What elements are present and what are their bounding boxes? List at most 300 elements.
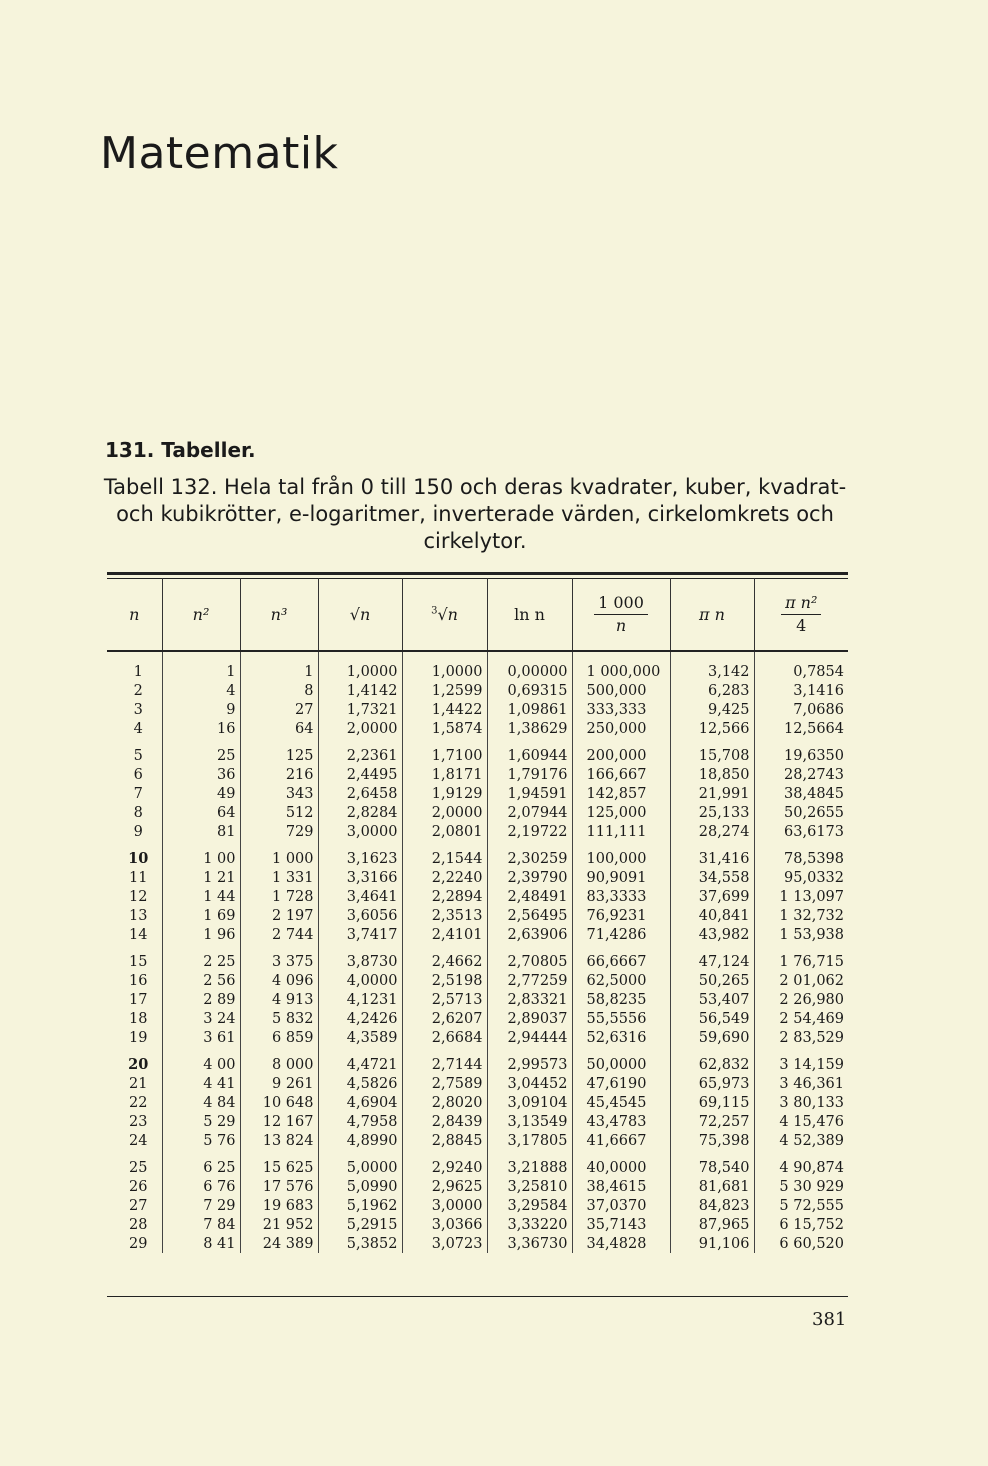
cell-cube-root: 2,8020 [402,1093,487,1112]
cell-n: 22 [129,1094,148,1111]
cell-cube: 9 261 [240,1074,318,1093]
header-inverse [572,578,670,651]
table-row [107,822,848,841]
cell-square: 4 00 [162,1055,240,1074]
table-header-row [107,578,848,651]
page-number: 381 [812,1309,847,1330]
table-row [107,681,848,700]
table-row [107,971,848,990]
cell-square-root: 4,1231 [318,990,402,1009]
cell-inverse: 200,000 [572,746,670,765]
cell-ln: 2,89037 [487,1009,572,1028]
header-circle-area [754,578,848,651]
cell-n: 17 [129,991,148,1008]
cell-n: 15 [129,953,148,970]
table-row [107,1093,848,1112]
table-row [107,784,848,803]
cell-ln: 1,94591 [487,784,572,803]
cell-cube: 5 832 [240,1009,318,1028]
cell-square: 4 [162,681,240,700]
cell-circumference: 62,832 [670,1055,754,1074]
cell-circumference: 81,681 [670,1177,754,1196]
cell-inverse: 35,7143 [572,1215,670,1234]
cell-square: 4 41 [162,1074,240,1093]
cell-cube-root: 2,2240 [402,868,487,887]
cell-circle-area: 1 32,732 [754,906,848,925]
table-row [107,1028,848,1047]
cell-circle-area: 12,5664 [754,719,848,738]
page-title: Matematik [100,128,339,179]
table-caption [100,474,850,555]
cell-circumference: 87,965 [670,1215,754,1234]
header-ln [487,578,572,651]
cell-circle-area: 2 54,469 [754,1009,848,1028]
cell-ln: 2,83321 [487,990,572,1009]
cell-n: 27 [129,1197,148,1214]
cell-cube: 21 952 [240,1215,318,1234]
cell-cube-root: 1,5874 [402,719,487,738]
cell-square-root: 3,3166 [318,868,402,887]
cell-cube-root: 1,9129 [402,784,487,803]
cell-square-root: 4,0000 [318,971,402,990]
spacer-cell [754,944,848,952]
cell-circle-area: 2 01,062 [754,971,848,990]
spacer-cell [240,651,318,662]
cell-ln: 2,63906 [487,925,572,944]
group-spacer [107,944,848,952]
cell-cube-root: 2,5198 [402,971,487,990]
cell-square: 3 61 [162,1028,240,1047]
spacer-cell [487,944,572,952]
cell-cube: 8 000 [240,1055,318,1074]
header-cube: n³ [240,578,318,651]
cell-square-root: 2,2361 [318,746,402,765]
cell-ln: 2,48491 [487,887,572,906]
spacer-cell [162,738,240,746]
area-numerator: π n² [781,592,821,615]
cell-ln: 0,00000 [487,662,572,681]
cell-inverse: 333,333 [572,700,670,719]
cell-circumference: 59,690 [670,1028,754,1047]
area-denominator: 4 [796,615,807,635]
spacer-cell [670,738,754,746]
cell-ln: 2,30259 [487,849,572,868]
cell-cube-root: 1,8171 [402,765,487,784]
cell-cube: 8 [240,681,318,700]
cell-cube-root: 2,6684 [402,1028,487,1047]
spacer-cell [487,1047,572,1055]
cell-circle-area: 3 46,361 [754,1074,848,1093]
cell-inverse: 40,0000 [572,1158,670,1177]
spacer-cell [754,651,848,662]
cell-n: 10 [128,850,149,867]
table-row [107,1158,848,1177]
cell-circumference: 78,540 [670,1158,754,1177]
cell-ln: 2,94444 [487,1028,572,1047]
spacer-cell [240,841,318,849]
cell-ln: 2,77259 [487,971,572,990]
cell-circle-area: 50,2655 [754,803,848,822]
cell-circle-area: 6 60,520 [754,1234,848,1253]
spacer-cell [162,1047,240,1055]
cell-ln: 3,36730 [487,1234,572,1253]
spacer-cell [240,738,318,746]
cell-square: 64 [162,803,240,822]
cell-cube-root: 2,4101 [402,925,487,944]
spacer-cell [107,944,162,952]
cell-circumference: 50,265 [670,971,754,990]
cell-circle-area: 7,0686 [754,700,848,719]
cell-circle-area: 1 53,938 [754,925,848,944]
cell-n: 5 [133,747,143,764]
cell-cube: 24 389 [240,1234,318,1253]
cell-cube: 343 [240,784,318,803]
cell-circumference: 25,133 [670,803,754,822]
cell-ln: 1,79176 [487,765,572,784]
cell-cube-root: 2,4662 [402,952,487,971]
cell-n: 23 [129,1113,148,1130]
caption-line: cirkelytor. [423,529,527,553]
math-table [107,578,848,1253]
group-spacer [107,651,848,662]
spacer-cell [402,944,487,952]
cell-cube: 4 096 [240,971,318,990]
spacer-cell [670,651,754,662]
table-row [107,1112,848,1131]
caption-line: och kubikrötter, e-logaritmer, inverterade värden, cirkelomkrets och [116,502,834,526]
cell-n: 2 [133,682,143,699]
inverse-denominator: n [615,615,627,635]
spacer-cell [162,1150,240,1158]
cell-circle-area: 4 90,874 [754,1158,848,1177]
header-circumference: π n [670,578,754,651]
cell-ln: 2,19722 [487,822,572,841]
cell-square-root: 2,8284 [318,803,402,822]
cell-ln: 3,21888 [487,1158,572,1177]
cell-inverse: 52,6316 [572,1028,670,1047]
cell-cube-root: 2,8845 [402,1131,487,1150]
spacer-cell [107,738,162,746]
cell-square: 81 [162,822,240,841]
cell-cube: 3 375 [240,952,318,971]
cell-n: 7 [133,785,143,802]
header-ln-label: ln n [514,604,545,624]
cell-square: 1 69 [162,906,240,925]
header-square: n² [162,578,240,651]
group-spacer [107,1047,848,1055]
cell-cube-root: 2,6207 [402,1009,487,1028]
cell-circumference: 34,558 [670,868,754,887]
cell-n: 11 [129,869,148,886]
cell-cube-root: 2,9240 [402,1158,487,1177]
table-row [107,952,848,971]
cell-inverse: 45,4545 [572,1093,670,1112]
cell-circle-area: 4 15,476 [754,1112,848,1131]
cell-square: 7 29 [162,1196,240,1215]
spacer-cell [572,651,670,662]
table-row [107,1074,848,1093]
header-square-root: √n [318,578,402,651]
cell-square: 1 [162,662,240,681]
table-top-rule-thick [107,572,848,575]
cell-ln: 1,38629 [487,719,572,738]
cell-square-root: 3,6056 [318,906,402,925]
cell-cube-root: 2,0000 [402,803,487,822]
cell-square: 9 [162,700,240,719]
cell-inverse: 55,5556 [572,1009,670,1028]
cell-cube: 1 331 [240,868,318,887]
cell-inverse: 66,6667 [572,952,670,971]
table-row [107,925,848,944]
cell-inverse: 34,4828 [572,1234,670,1253]
cell-inverse: 166,667 [572,765,670,784]
spacer-cell [487,651,572,662]
cell-circle-area: 2 83,529 [754,1028,848,1047]
cell-cube: 12 167 [240,1112,318,1131]
table-row [107,868,848,887]
cell-circumference: 3,142 [670,662,754,681]
cell-n: 16 [129,972,148,989]
cell-circumference: 12,566 [670,719,754,738]
cell-cube-root: 2,7144 [402,1055,487,1074]
cell-cube-root: 2,7589 [402,1074,487,1093]
cell-inverse: 47,6190 [572,1074,670,1093]
cell-square-root: 4,3589 [318,1028,402,1047]
cell-cube-root: 2,5713 [402,990,487,1009]
cell-circumference: 31,416 [670,849,754,868]
spacer-cell [572,738,670,746]
cell-inverse: 83,3333 [572,887,670,906]
group-spacer [107,738,848,746]
cell-circle-area: 5 72,555 [754,1196,848,1215]
table-row [107,906,848,925]
spacer-cell [318,651,402,662]
cell-cube-root: 2,2894 [402,887,487,906]
cell-square: 2 89 [162,990,240,1009]
cell-ln: 2,07944 [487,803,572,822]
spacer-cell [318,1150,402,1158]
cell-cube: 1 728 [240,887,318,906]
spacer-cell [754,841,848,849]
cell-circle-area: 28,2743 [754,765,848,784]
cell-ln: 2,70805 [487,952,572,971]
cell-cube: 17 576 [240,1177,318,1196]
cell-square-root: 5,0990 [318,1177,402,1196]
cell-square: 7 84 [162,1215,240,1234]
spacer-cell [318,841,402,849]
cell-circumference: 53,407 [670,990,754,1009]
cell-square-root: 2,4495 [318,765,402,784]
cell-cube: 1 [240,662,318,681]
cell-circumference: 43,982 [670,925,754,944]
cube-root-symbol: √n [437,604,458,624]
cell-circumference: 75,398 [670,1131,754,1150]
cell-circumference: 65,973 [670,1074,754,1093]
spacer-cell [162,944,240,952]
cell-square: 25 [162,746,240,765]
spacer-cell [572,1150,670,1158]
cell-circle-area: 63,6173 [754,822,848,841]
cell-cube: 19 683 [240,1196,318,1215]
cell-square-root: 3,7417 [318,925,402,944]
spacer-cell [670,944,754,952]
spacer-cell [754,1047,848,1055]
cell-square-root: 4,6904 [318,1093,402,1112]
cell-n: 3 [133,701,143,718]
cell-inverse: 76,9231 [572,906,670,925]
header-n: n [107,578,162,651]
cell-square-root: 5,1962 [318,1196,402,1215]
cell-square-root: 4,4721 [318,1055,402,1074]
cell-square-root: 1,4142 [318,681,402,700]
group-spacer [107,1150,848,1158]
cell-n: 12 [129,888,148,905]
cell-square-root: 2,6458 [318,784,402,803]
spacer-cell [572,841,670,849]
cell-n: 19 [129,1029,148,1046]
cell-inverse: 62,5000 [572,971,670,990]
cell-circle-area: 19,6350 [754,746,848,765]
cell-square-root: 5,0000 [318,1158,402,1177]
cell-ln: 3,25810 [487,1177,572,1196]
cell-circumference: 69,115 [670,1093,754,1112]
cell-cube: 4 913 [240,990,318,1009]
inverse-numerator: 1 000 [594,592,648,615]
cell-square: 4 84 [162,1093,240,1112]
cell-circle-area: 3 80,133 [754,1093,848,1112]
spacer-cell [107,1047,162,1055]
cell-square-root: 1,7321 [318,700,402,719]
cell-circle-area: 1 13,097 [754,887,848,906]
cell-square: 36 [162,765,240,784]
table-row [107,700,848,719]
cell-cube: 27 [240,700,318,719]
cell-circumference: 6,283 [670,681,754,700]
spacer-cell [670,1047,754,1055]
cell-ln: 3,33220 [487,1215,572,1234]
cell-circle-area: 5 30 929 [754,1177,848,1196]
spacer-cell [318,944,402,952]
cell-n: 29 [129,1235,148,1252]
cell-ln: 1,09861 [487,700,572,719]
cell-circle-area: 3,1416 [754,681,848,700]
table-row [107,719,848,738]
spacer-cell [318,738,402,746]
cell-circumference: 72,257 [670,1112,754,1131]
table-row [107,765,848,784]
cell-n: 25 [129,1159,148,1176]
cell-square: 8 41 [162,1234,240,1253]
cell-circle-area: 38,4845 [754,784,848,803]
spacer-cell [670,1150,754,1158]
table-row [107,887,848,906]
cell-square: 16 [162,719,240,738]
cell-circumference: 56,549 [670,1009,754,1028]
spacer-cell [162,841,240,849]
table-row [107,746,848,765]
cell-ln: 3,13549 [487,1112,572,1131]
cell-square: 1 00 [162,849,240,868]
cell-circumference: 37,699 [670,887,754,906]
header-cube-root [402,578,487,651]
spacer-cell [402,651,487,662]
cell-square-root: 3,8730 [318,952,402,971]
section-heading: 131. Tabeller. [105,438,256,462]
cell-cube-root: 3,0723 [402,1234,487,1253]
cell-inverse: 1 000,000 [572,662,670,681]
table-row [107,803,848,822]
cell-n: 24 [129,1132,148,1149]
cell-square-root: 3,0000 [318,822,402,841]
cell-inverse: 111,111 [572,822,670,841]
cube-root-index: 3 [431,605,438,617]
table-row [107,1215,848,1234]
cell-circle-area: 4 52,389 [754,1131,848,1150]
cell-cube: 15 625 [240,1158,318,1177]
cell-cube-root: 2,9625 [402,1177,487,1196]
cell-square-root: 5,3852 [318,1234,402,1253]
spacer-cell [107,1150,162,1158]
cell-inverse: 142,857 [572,784,670,803]
spacer-cell [487,738,572,746]
cell-square: 2 56 [162,971,240,990]
spacer-cell [402,1150,487,1158]
cell-circumference: 47,124 [670,952,754,971]
cell-circle-area: 2 26,980 [754,990,848,1009]
table-bottom-rule [107,1296,848,1297]
caption-line: Tabell 132. Hela tal från 0 till 150 och deras kvadrater, kuber, kvadrat- [103,475,847,499]
spacer-cell [107,841,162,849]
cell-square: 2 25 [162,952,240,971]
cell-circle-area: 0,7854 [754,662,848,681]
cell-circle-area: 95,0332 [754,868,848,887]
cell-circumference: 9,425 [670,700,754,719]
cell-cube-root: 2,1544 [402,849,487,868]
cell-inverse: 41,6667 [572,1131,670,1150]
cell-cube: 216 [240,765,318,784]
cell-cube: 2 744 [240,925,318,944]
cell-circle-area: 6 15,752 [754,1215,848,1234]
cell-cube-root: 1,7100 [402,746,487,765]
cell-circumference: 15,708 [670,746,754,765]
cell-square: 1 21 [162,868,240,887]
cell-n: 18 [129,1010,148,1027]
cell-square: 49 [162,784,240,803]
cell-n: 13 [129,907,148,924]
cell-cube-root: 2,8439 [402,1112,487,1131]
spacer-cell [670,841,754,849]
cell-ln: 2,39790 [487,868,572,887]
cell-square: 5 29 [162,1112,240,1131]
cell-inverse: 50,0000 [572,1055,670,1074]
cell-circumference: 91,106 [670,1234,754,1253]
cell-square-root: 5,2915 [318,1215,402,1234]
cell-inverse: 250,000 [572,719,670,738]
table-row [107,1234,848,1253]
cell-inverse: 100,000 [572,849,670,868]
cell-square-root: 3,4641 [318,887,402,906]
table-row [107,849,848,868]
cell-cube-root: 3,0366 [402,1215,487,1234]
spacer-cell [487,841,572,849]
cell-inverse: 90,9091 [572,868,670,887]
cell-cube-root: 2,0801 [402,822,487,841]
spacer-cell [107,651,162,662]
cell-cube: 2 197 [240,906,318,925]
cell-cube-root: 1,2599 [402,681,487,700]
cell-square: 6 25 [162,1158,240,1177]
cell-cube: 512 [240,803,318,822]
